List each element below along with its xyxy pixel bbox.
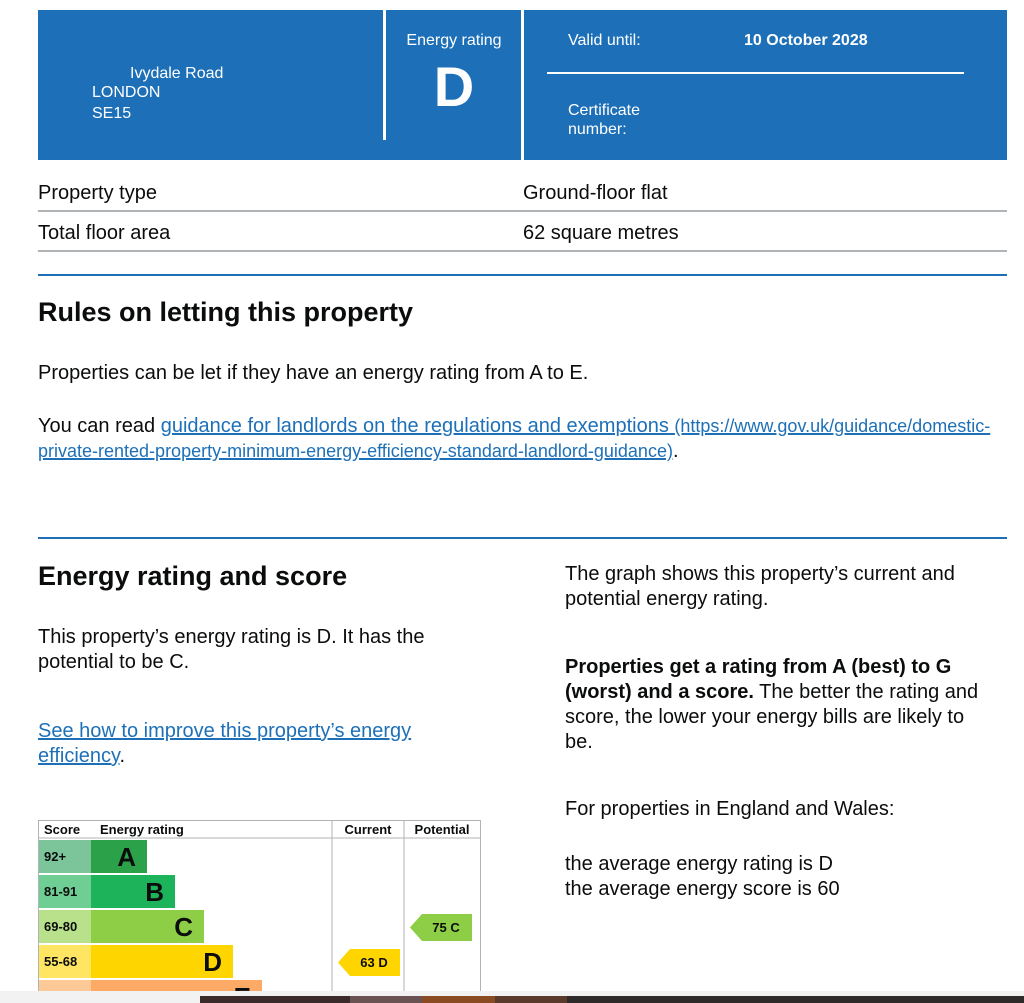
section-divider: [38, 274, 1007, 276]
guidance-prefix: You can read: [38, 415, 161, 437]
valid-until-value: 10 October 2028: [744, 32, 868, 49]
property-type-row: [38, 172, 1007, 212]
header-divider: [521, 10, 524, 160]
floor-area-label: Total floor area: [38, 222, 171, 244]
band-letter: D: [203, 947, 222, 977]
england-wales-text: For properties in England and Wales:: [565, 798, 895, 820]
header-rule: [547, 72, 964, 74]
current-rating-text: This property’s energy rating is D. It has the potential to be C.: [38, 626, 425, 673]
improve-suffix: .: [119, 745, 126, 767]
valid-until-label: Valid until:: [568, 32, 641, 49]
band-score-label: 55-68: [44, 954, 78, 969]
band-letter: C: [174, 912, 193, 942]
potential-rating-label: 75 C: [432, 920, 460, 935]
chart-header-current: Current: [344, 822, 392, 837]
epc-header: [38, 10, 1007, 160]
property-type-value: Ground-floor flat: [523, 182, 668, 204]
property-type-label: Property type: [38, 182, 157, 204]
improve-efficiency-link[interactable]: See how to improve this property’s energy efficiency: [38, 720, 412, 767]
letting-rule-text: Properties can be let if they have an energy rating from A to E.: [38, 362, 589, 384]
guidance-url: (https://www.gov.uk/guidance/domestic-private-rented-property-minimum-energy-efficiency-standard-landlord-guidance): [38, 416, 991, 461]
taskbar-segment: [495, 996, 567, 1003]
averages: [565, 852, 995, 902]
energy-heading: Energy rating and score: [38, 561, 348, 591]
chart-header-potential: Potential: [414, 822, 470, 837]
address-line-postcode: SE15: [92, 105, 132, 122]
chart-header-score: Score: [44, 822, 81, 837]
guidance-suffix: .: [672, 440, 679, 462]
header-divider: [383, 10, 386, 140]
guidance-paragraph: [38, 414, 998, 464]
floor-area-row: [38, 212, 1007, 252]
rating-explanation-rest: The better the rating and score, the lower your energy bills are likely to be.: [565, 681, 979, 753]
band-score-label: 92+: [44, 849, 67, 864]
band-letter: B: [145, 877, 164, 907]
floor-area-value: 62 square metres: [523, 222, 679, 244]
average-score: the average energy score is 60: [565, 878, 840, 900]
rating-explanation-bold: Properties get a rating from A (best) to G (worst) and a score.: [565, 656, 952, 703]
address-line-street: Ivydale Road: [130, 65, 224, 82]
guidance-link-text: guidance for landlords on the regulations and exemptions: [160, 415, 669, 437]
rules-heading: Rules on letting this property: [38, 297, 414, 327]
graph-description: The graph shows this property’s current and potential energy rating.: [565, 563, 955, 610]
current-rating-label: 63 D: [360, 955, 388, 970]
taskbar-segment: [422, 996, 495, 1003]
taskbar-segment: [567, 996, 1024, 1003]
address-line-city: LONDON: [92, 84, 161, 101]
section-divider: [38, 537, 1007, 539]
average-rating: the average energy rating is D: [565, 853, 833, 875]
band-score-label: 69-80: [44, 919, 78, 934]
band-score-label: 81-91: [44, 884, 78, 899]
certificate-number-label: Certificate number:: [568, 102, 641, 138]
taskbar-segment: [200, 996, 350, 1003]
taskbar-segment: [350, 996, 422, 1003]
energy-rating-value: D: [433, 55, 475, 118]
improve-paragraph: [38, 719, 468, 769]
band-letter: A: [117, 842, 136, 872]
guidance-link[interactable]: [38, 415, 990, 462]
energy-rating-chart: [38, 820, 483, 992]
rating-explanation: [565, 655, 995, 755]
chart-header-rating: Energy rating: [100, 822, 184, 837]
energy-rating-label: Energy rating: [406, 32, 502, 49]
